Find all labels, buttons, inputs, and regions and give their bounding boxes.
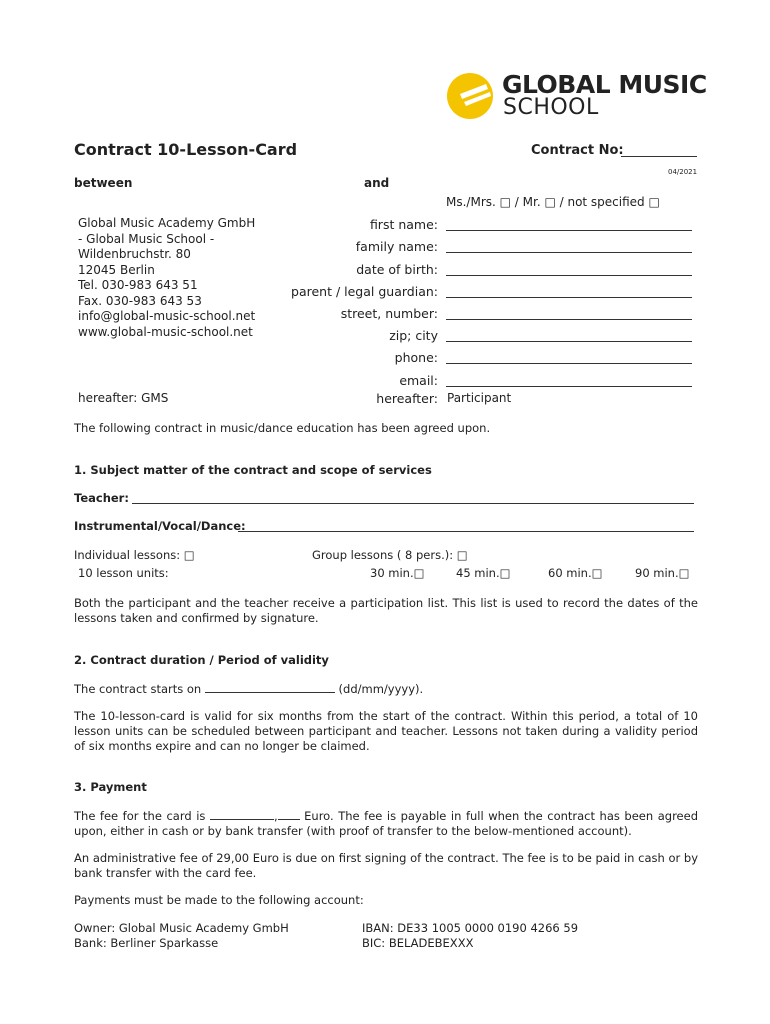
zip-city-label: zip; city	[389, 328, 438, 343]
gms-address	[78, 216, 255, 340]
version-label: 04/2021	[668, 168, 698, 176]
contract-start-line	[74, 681, 423, 696]
lesson-units-label: 10 lesson units:	[78, 566, 169, 580]
hereafter-gms: hereafter: GMS	[78, 391, 169, 405]
duration-45-option[interactable]: 45 min.□	[456, 566, 511, 580]
fee-suffix: Euro. The fee is payable in full when the contract has been agreed upon, either in cash or by bank transfer (with proof of transfer to the below-mentioned account).	[74, 809, 698, 838]
duration-90-option[interactable]: 90 min.□	[635, 566, 690, 580]
gms-address-line: - Global Music School -	[78, 231, 215, 246]
teacher-label: Teacher:	[74, 491, 129, 505]
instrument-label: Instrumental/Vocal/Dance:	[74, 519, 246, 533]
fee-euro-field[interactable]	[210, 808, 274, 820]
fee-paragraph	[74, 808, 698, 839]
phone-field[interactable]	[446, 351, 692, 364]
contract-start-field[interactable]	[205, 681, 335, 693]
email-label: email:	[399, 373, 438, 388]
email-field[interactable]	[446, 374, 692, 387]
gms-address-line: Global Music Academy GmbH	[78, 216, 256, 230]
family-name-label: family name:	[355, 239, 438, 254]
fee-separator: ,	[273, 809, 278, 823]
street-field[interactable]	[446, 307, 692, 320]
gms-website: www.global-music-school.net	[78, 324, 253, 339]
gms-address-line: Tel. 030-983 643 51	[78, 278, 198, 292]
admin-fee-paragraph: An administrative fee of 29,00 Euro is due on first signing of the contract. The fee is to be paid in cash or by bank transfer with the card fee.	[74, 851, 698, 880]
contract-start-format: (dd/mm/yyyy).	[338, 682, 424, 696]
instrument-field[interactable]	[238, 519, 694, 532]
date-of-birth-label: date of birth:	[356, 262, 438, 277]
teacher-field[interactable]	[132, 491, 694, 504]
account-bic: BIC: BELADEBEXXX	[362, 936, 474, 950]
hereafter-participant: Participant	[447, 391, 512, 405]
individual-lessons-option[interactable]: Individual lessons: □	[74, 548, 195, 562]
logo-line-2: SCHOOL	[503, 95, 599, 120]
document-title: Contract 10-Lesson-Card	[74, 140, 298, 159]
fee-prefix: The fee for the card is	[74, 809, 206, 823]
group-lessons-option[interactable]: Group lessons ( 8 pers.): □	[312, 548, 468, 562]
guardian-label: parent / legal guardian:	[291, 284, 438, 299]
logo-mark-icon	[446, 72, 498, 120]
duration-60-option[interactable]: 60 min.□	[548, 566, 603, 580]
first-name-field[interactable]	[446, 218, 692, 231]
gms-email: info@global-music-school.net	[78, 309, 256, 323]
gms-address-line: 12045 Berlin	[78, 262, 155, 277]
account-bank: Bank: Berliner Sparkasse	[74, 936, 219, 950]
street-label: street, number:	[340, 306, 438, 321]
phone-label: phone:	[394, 350, 438, 365]
account-intro: Payments must be made to the following account:	[74, 893, 364, 907]
between-label: between	[74, 176, 133, 190]
zip-city-field[interactable]	[446, 329, 692, 342]
family-name-field[interactable]	[446, 240, 692, 253]
section-3-heading: 3. Payment	[74, 780, 147, 794]
validity-paragraph: The 10-lesson-card is valid for six months from the start of the contract. Within this period, a total of 10 lesson units can be scheduled between participant and teacher. Lessons not taken during a validity period of six months expire and can no longer be claimed.	[74, 709, 698, 753]
and-label: and	[364, 176, 390, 190]
account-iban: IBAN: DE33 1005 0000 0190 4266 59	[362, 921, 579, 935]
salutation-options[interactable]: Ms./Mrs. □ / Mr. □ / not specified □	[446, 195, 660, 209]
participation-list-paragraph: Both the participant and the teacher receive a participation list. This list is used to record the dates of the lessons taken and confirmed by signature.	[74, 596, 698, 625]
gms-address-line: Fax. 030-983 643 53	[78, 293, 202, 308]
contract-no-field[interactable]	[621, 144, 697, 157]
gms-address-line: Wildenbruchstr. 80	[78, 247, 191, 261]
first-name-label: first name:	[369, 217, 438, 232]
hereafter-label: hereafter:	[376, 391, 438, 406]
contract-no-label: Contract No:	[531, 143, 624, 158]
logo-line-1: GLOBAL MUSIC	[502, 70, 707, 99]
section-2-heading: 2. Contract duration / Period of validity	[74, 653, 329, 667]
intro-text: The following contract in music/dance education has been agreed upon.	[74, 421, 491, 435]
contract-start-label: The contract starts on	[74, 682, 202, 696]
date-of-birth-field[interactable]	[446, 263, 692, 276]
section-1-heading: 1. Subject matter of the contract and scope of services	[74, 463, 432, 477]
account-owner: Owner: Global Music Academy GmbH	[74, 921, 289, 935]
duration-30-option[interactable]: 30 min.□	[370, 566, 425, 580]
guardian-field[interactable]	[446, 285, 692, 298]
fee-cent-field[interactable]	[278, 808, 300, 820]
